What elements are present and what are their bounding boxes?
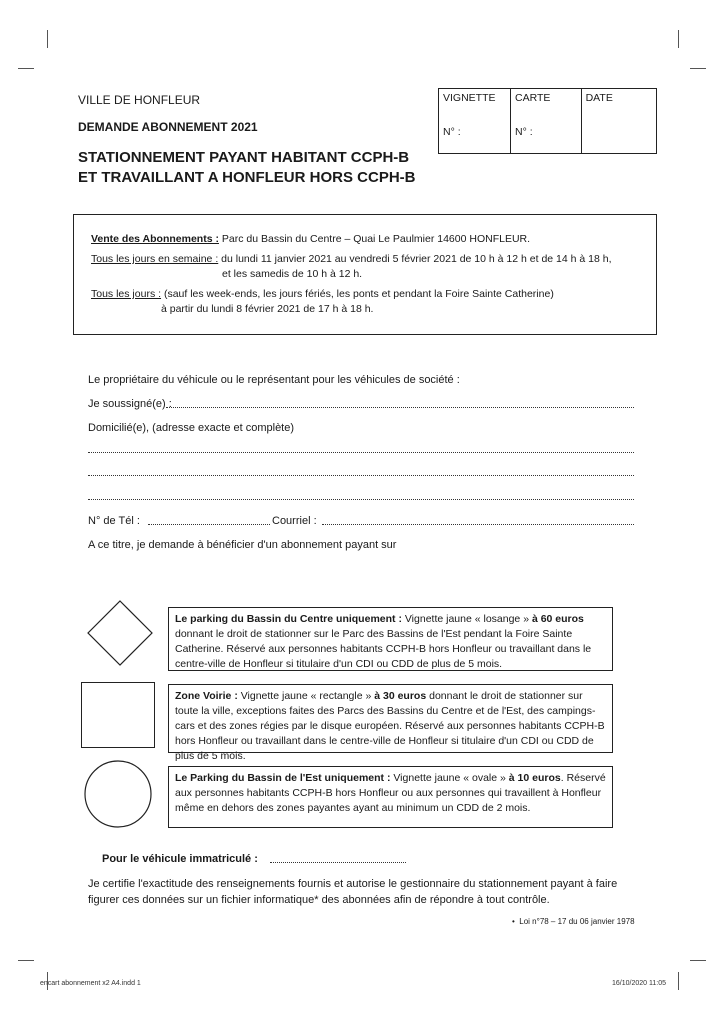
option-text: Vignette jaune « ovale » [390, 772, 509, 784]
option-text: Vignette jaune « rectangle » [237, 690, 375, 702]
bullet-icon: • [512, 917, 515, 926]
crop-mark [690, 68, 706, 69]
crop-mark [47, 30, 48, 48]
page-title [78, 148, 415, 188]
vehicle-plate-label: Pour le véhicule immatriculé : [102, 853, 258, 865]
page-title-line2: ET TRAVAILLANT A HONFLEUR HORS CCPH-B [78, 169, 416, 186]
option-title: Le Parking du Bassin de l'Est uniquement : [175, 772, 391, 784]
city-name: VILLE DE HONFLEUR [78, 93, 201, 107]
daily-hours-start: à partir du lundi 8 février 2021 de 17 h à 18 h. [161, 303, 374, 315]
rectangle-checkbox[interactable] [81, 682, 155, 748]
carte-cell [511, 89, 582, 154]
address-field-label: Domicilié(e), (adresse exacte et complète) [88, 422, 295, 434]
sales-location-text: Parc du Bassin du Centre – Quai Le Paulmier 14600 HONFLEUR. [218, 233, 531, 245]
request-heading: DEMANDE ABONNEMENT 2021 [78, 120, 258, 134]
weekday-hours-text: du lundi 11 janvier 2021 au vendredi 5 février 2021 de 10 h à 12 h et de 14 h à 18 h, [218, 253, 612, 265]
phone-field[interactable] [148, 524, 270, 525]
crop-mark [678, 30, 679, 48]
phone-field-label: N° de Tél : [88, 515, 140, 527]
daily-hours [91, 287, 656, 302]
oval-checkbox[interactable] [82, 758, 154, 830]
file-name: encart abonnement x2 A4.indd 1 [40, 980, 141, 987]
sales-location [91, 232, 656, 247]
subscription-request: A ce titre, je demande à bénéficier d'un abonnement payant sur [88, 539, 397, 551]
crop-mark [18, 960, 34, 961]
certification-text: Je certifie l'exactitude des renseignements fournis et autorise le gestionnaire du stationnement payant à faire figurer ces données sur un fichier informatique* des abonnées afin de répondre à tout contrôle. [88, 878, 618, 906]
saturday-hours: et les samedis de 10 h à 12 h. [222, 268, 363, 280]
option-text: donnant le droit de stationner sur toute la ville, exceptions faites des Parcs des Bassins du Centre et de l'Est, des campings-cars et des zones régies par le disque européen. Réservé aux personnes habitants CCPH-B hors Honfleur ou travaillant dans le centre-ville de Honfleur si titulaire d'un CDI ou CDD de plus de 5 mois. [175, 690, 605, 762]
address-line-2[interactable] [88, 475, 634, 476]
option-price: à 30 euros [374, 690, 427, 702]
option-text: donnant le droit de stationner sur le Parc des Bassins de l'Est pendant la Foire Sainte Catherine. Réservé aux personnes habitants CCPH-B hors Honfleur ou travaillant dans le centre-ville de Honfleur si titulaire d'un CDI ou CDD de plus de 5 mois. [175, 628, 592, 670]
vignette-number: N° : [443, 126, 461, 138]
option-text: Vignette jaune « losange » [401, 613, 532, 625]
vehicle-plate-field[interactable] [270, 862, 406, 863]
name-field[interactable] [166, 407, 634, 408]
law-reference [512, 917, 635, 926]
law-reference-text: Loi n°78 – 17 du 06 janvier 1978 [519, 917, 635, 926]
print-datetime: 16/10/2020 11:05 [612, 980, 666, 987]
daily-hours-text: (sauf les week-ends, les jours fériés, les ponts et pendant la Foire Sainte Catherine) [161, 288, 554, 300]
option-price: à 60 euros [531, 613, 584, 625]
address-line-1[interactable] [88, 452, 634, 453]
email-field[interactable] [322, 524, 634, 525]
option-text: . Réservé aux personnes habitants CCPH-B hors Honfleur ou aux personnes qui travaillent à Honfleur même en dehors des zones payantes ayant au minimum un CDD de 2 mois. [175, 772, 606, 814]
weekday-hours [91, 252, 656, 267]
crop-mark [690, 960, 706, 961]
owner-statement: Le propriétaire du véhicule ou le représentant pour les véhicules de société : [88, 374, 460, 386]
crop-mark [18, 68, 34, 69]
name-field-label: Je soussigné(e) : [88, 398, 172, 410]
page-title-line1: STATIONNEMENT PAYANT HABITANT CCPH-B [78, 149, 410, 166]
daily-hours-label: Tous les jours : [91, 288, 162, 300]
crop-mark [678, 972, 679, 990]
email-field-label: Courriel : [272, 515, 317, 527]
date-header: DATE [585, 92, 613, 104]
diamond-checkbox[interactable] [85, 598, 155, 668]
option-zone-voirie [168, 684, 613, 762]
option-price: à 10 euros [508, 772, 561, 784]
vignette-cell [439, 89, 511, 154]
sales-info-box [73, 214, 657, 335]
sales-location-label: Vente des Abonnements : [91, 233, 219, 245]
carte-number: N° : [515, 126, 533, 138]
option-title: Zone Voirie : [175, 690, 238, 702]
address-line-3[interactable] [88, 499, 634, 500]
weekday-hours-label: Tous les jours en semaine : [91, 253, 219, 265]
date-cell [581, 89, 656, 154]
option-bassin-centre [168, 607, 613, 671]
office-use-table [438, 88, 657, 154]
option-title: Le parking du Bassin du Centre uniquement : [175, 613, 402, 625]
vignette-header: VIGNETTE [443, 92, 496, 104]
carte-header: CARTE [515, 92, 551, 104]
option-bassin-est [168, 766, 613, 828]
